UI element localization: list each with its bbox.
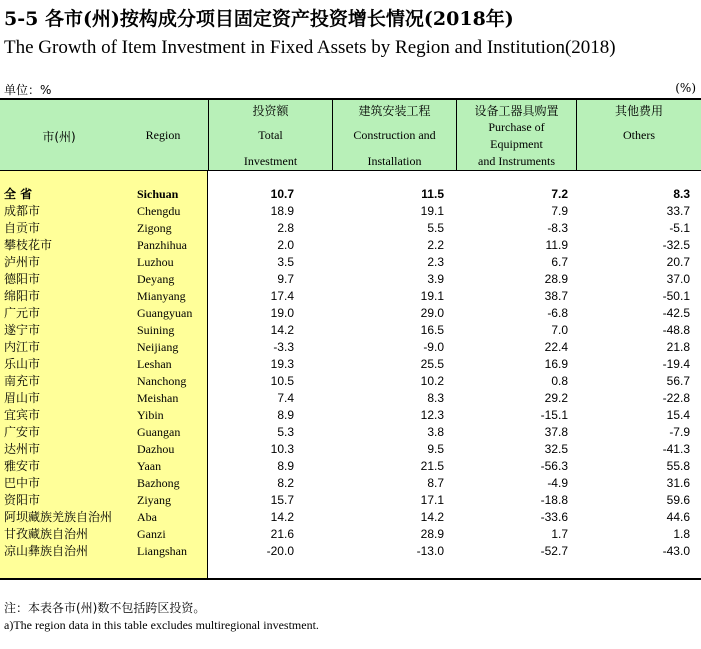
row-others-value: 15.4: [666, 408, 690, 422]
row-construction-value: 5.5: [427, 221, 444, 235]
row-region-en: Sichuan: [137, 187, 179, 201]
row-construction-value: 2.2: [427, 238, 444, 252]
row-others-value: 21.8: [666, 340, 690, 354]
row-construction-value: 14.2: [420, 510, 444, 524]
row-construction-value: 17.1: [420, 493, 444, 507]
row-total-value: 15.7: [270, 493, 294, 507]
row-construction-value: 21.5: [420, 459, 444, 473]
row-city-cn: 泸州市: [4, 255, 41, 269]
row-others-value: 33.7: [666, 204, 690, 218]
row-equipment-value: -4.9: [547, 476, 568, 490]
row-equipment-value: 7.0: [551, 323, 568, 337]
row-total-value: 8.9: [277, 408, 294, 422]
row-equipment-value: -52.7: [540, 544, 568, 558]
header-equipment-cn: 设备工器具购置: [474, 104, 559, 118]
row-region-en: Luzhou: [137, 255, 174, 269]
row-city-cn: 达州市: [4, 442, 41, 456]
table-row: [0, 322, 701, 339]
row-others-value: 8.3: [673, 187, 690, 201]
header-equipment: [457, 100, 577, 170]
row-region-en: Leshan: [137, 357, 172, 371]
row-equipment-value: 1.7: [551, 527, 568, 541]
row-region-en: Deyang: [137, 272, 175, 286]
row-city-cn: 宜宾市: [4, 408, 41, 422]
table-header: [0, 100, 701, 171]
row-city-cn: 凉山彝族自治州: [4, 544, 89, 558]
row-construction-value: 8.3: [427, 391, 444, 405]
table-row: [0, 203, 701, 220]
row-region-en: Suining: [137, 323, 175, 337]
row-region-en: Bazhong: [137, 476, 180, 490]
row-equipment-value: 22.4: [544, 340, 568, 354]
row-city-cn: 广安市: [4, 425, 41, 439]
row-total-value: 3.5: [277, 255, 294, 269]
footnote-chinese: 注：本表各市(州)数不包括跨区投资。: [4, 601, 206, 615]
table-row: [0, 458, 701, 475]
table-row: [0, 220, 701, 237]
row-city-cn: 德阳市: [4, 272, 41, 286]
row-total-value: 10.7: [270, 187, 294, 201]
row-construction-value: 19.1: [420, 204, 444, 218]
row-others-value: -7.9: [669, 425, 690, 439]
row-others-value: -42.5: [662, 306, 690, 320]
row-equipment-value: 38.7: [544, 289, 568, 303]
header-construction-en1: Construction and: [353, 128, 436, 142]
header-others-cn: 其他费用: [614, 104, 663, 118]
row-region-en: Dazhou: [137, 442, 175, 456]
header-total: [209, 100, 333, 170]
row-construction-value: 11.5: [421, 187, 444, 201]
header-others-en: Others: [623, 128, 655, 142]
row-total-value: -3.3: [273, 340, 294, 354]
header-construction-cn: 建筑安装工程: [358, 104, 431, 118]
row-equipment-value: 7.2: [551, 187, 568, 201]
row-region-en: Neijiang: [137, 340, 179, 354]
row-total-value: 14.2: [270, 323, 294, 337]
row-total-value: 5.3: [277, 425, 294, 439]
row-city-cn: 南充市: [4, 374, 41, 388]
row-city-cn: 甘孜藏族自治州: [4, 527, 89, 541]
row-others-value: -43.0: [662, 544, 690, 558]
row-others-value: 55.8: [666, 459, 690, 473]
row-city-cn: 阿坝藏族羌族自治州: [4, 510, 113, 524]
table-row: [0, 407, 701, 424]
unit-right-label: (%): [675, 81, 696, 95]
row-equipment-value: -8.3: [547, 221, 568, 235]
row-others-value: -19.4: [662, 357, 690, 371]
data-table: [0, 98, 701, 580]
row-total-value: 21.6: [270, 527, 294, 541]
row-region-en: Ziyang: [137, 493, 171, 507]
unit-label: 单位：%: [4, 83, 52, 97]
row-city-cn: 攀枝花市: [4, 238, 53, 252]
row-others-value: -32.5: [662, 238, 690, 252]
row-region-en: Guangan: [137, 425, 181, 439]
table-row: [0, 509, 701, 526]
row-total-value: 8.2: [277, 476, 294, 490]
header-total-cn: 投资额: [252, 104, 289, 118]
row-city-cn: 全 省: [4, 187, 33, 201]
row-construction-value: 29.0: [420, 306, 444, 320]
row-region-en: Meishan: [137, 391, 179, 405]
table-row: [0, 271, 701, 288]
row-construction-value: 3.9: [427, 272, 444, 286]
table-row: [0, 339, 701, 356]
row-region-en: Panzhihua: [137, 238, 187, 252]
row-total-value: -20.0: [266, 544, 294, 558]
row-total-value: 17.4: [270, 289, 294, 303]
title-english: The Growth of Item Investment in Fixed Assets by Region and Institution(2018): [4, 37, 616, 58]
row-others-value: -41.3: [662, 442, 690, 456]
row-equipment-value: 0.8: [551, 374, 568, 388]
footnote-english: a)The region data in this table excludes multiregional investment.: [4, 618, 319, 632]
table-row: [0, 492, 701, 509]
row-region-en: Ganzi: [137, 527, 166, 541]
row-total-value: 9.7: [277, 272, 294, 286]
row-construction-value: 3.8: [427, 425, 444, 439]
table-row: [0, 237, 701, 254]
row-equipment-value: -6.8: [547, 306, 568, 320]
row-equipment-value: -18.8: [540, 493, 568, 507]
row-total-value: 2.8: [277, 221, 294, 235]
table-row: [0, 441, 701, 458]
row-total-value: 2.0: [277, 238, 294, 252]
row-total-value: 19.3: [270, 357, 294, 371]
row-others-value: 56.7: [666, 374, 690, 388]
table-row: [0, 373, 701, 390]
row-others-value: 37.0: [666, 272, 690, 286]
row-total-value: 7.4: [277, 391, 294, 405]
row-others-value: -48.8: [662, 323, 690, 337]
row-equipment-value: -15.1: [540, 408, 568, 422]
row-city-cn: 遂宁市: [4, 323, 41, 337]
row-region-en: Chengdu: [137, 204, 181, 218]
table-row: [0, 526, 701, 543]
row-region-en: Liangshan: [137, 544, 187, 558]
row-equipment-value: -33.6: [540, 510, 568, 524]
table-row: [0, 424, 701, 441]
table-row: [0, 390, 701, 407]
table-row: [0, 543, 701, 560]
header-region-label: Region: [145, 128, 181, 142]
header-city: [0, 100, 118, 170]
header-equipment-en1: Purchase of: [488, 120, 545, 134]
row-city-cn: 眉山市: [4, 391, 41, 405]
row-region-en: Nanchong: [137, 374, 187, 388]
row-construction-value: 12.3: [420, 408, 444, 422]
table-row: [0, 288, 701, 305]
row-region-en: Yibin: [137, 408, 164, 422]
row-others-value: 44.6: [666, 510, 690, 524]
row-region-en: Aba: [137, 510, 157, 524]
table-row: [0, 305, 701, 322]
header-construction-en2: Installation: [367, 154, 422, 168]
row-total-value: 14.2: [270, 510, 294, 524]
row-region-en: Mianyang: [137, 289, 186, 303]
row-total-value: 8.9: [277, 459, 294, 473]
header-others: [577, 100, 701, 170]
row-others-value: 59.6: [666, 493, 690, 507]
row-equipment-value: 32.5: [544, 442, 568, 456]
row-construction-value: 8.7: [427, 476, 444, 490]
row-city-cn: 自贡市: [4, 221, 41, 235]
row-equipment-value: 28.9: [544, 272, 568, 286]
row-others-value: 31.6: [666, 476, 690, 490]
row-total-value: 10.3: [270, 442, 294, 456]
table-row: [0, 254, 701, 271]
header-region: [118, 100, 209, 170]
row-construction-value: 10.2: [420, 374, 444, 388]
row-region-en: Guangyuan: [137, 306, 193, 320]
row-others-value: 1.8: [673, 527, 690, 541]
row-construction-value: 25.5: [420, 357, 444, 371]
row-construction-value: 2.3: [427, 255, 444, 269]
row-construction-value: -13.0: [416, 544, 444, 558]
row-construction-value: -9.0: [423, 340, 444, 354]
row-region-en: Zigong: [137, 221, 172, 235]
table-row: [0, 475, 701, 492]
row-total-value: 19.0: [270, 306, 294, 320]
row-construction-value: 9.5: [427, 442, 444, 456]
row-city-cn: 成都市: [4, 204, 41, 218]
header-total-en2: Investment: [243, 154, 298, 168]
row-total-value: 18.9: [270, 204, 294, 218]
row-equipment-value: 37.8: [544, 425, 568, 439]
row-city-cn: 乐山市: [4, 357, 41, 371]
row-construction-value: 28.9: [420, 527, 444, 541]
row-construction-value: 19.1: [420, 289, 444, 303]
row-equipment-value: 6.7: [551, 255, 568, 269]
header-total-en1: Total: [258, 128, 283, 142]
table-row: [0, 186, 701, 203]
row-others-value: -50.1: [662, 289, 690, 303]
header-equipment-en3: and Instruments: [478, 154, 555, 168]
row-equipment-value: 16.9: [544, 357, 568, 371]
row-equipment-value: -56.3: [540, 459, 568, 473]
table-row: [0, 356, 701, 373]
row-total-value: 10.5: [270, 374, 294, 388]
row-city-cn: 巴中市: [4, 476, 41, 490]
row-city-cn: 资阳市: [4, 493, 41, 507]
row-city-cn: 内江市: [4, 340, 41, 354]
title-chinese: 5-5 各市(州)按构成分项目固定资产投资增长情况(2018年): [4, 8, 514, 30]
row-equipment-value: 29.2: [544, 391, 568, 405]
row-city-cn: 雅安市: [4, 459, 41, 473]
row-region-en: Yaan: [137, 459, 162, 473]
header-construction: [333, 100, 457, 170]
row-equipment-value: 7.9: [551, 204, 568, 218]
row-equipment-value: 11.9: [545, 238, 568, 252]
row-others-value: -5.1: [669, 221, 690, 235]
row-city-cn: 广元市: [4, 306, 41, 320]
row-others-value: -22.8: [662, 391, 690, 405]
header-equipment-en2: Equipment: [490, 137, 543, 151]
row-city-cn: 绵阳市: [4, 289, 41, 303]
row-construction-value: 16.5: [420, 323, 444, 337]
row-others-value: 20.7: [666, 255, 690, 269]
header-city-label: 市(州): [42, 130, 76, 144]
